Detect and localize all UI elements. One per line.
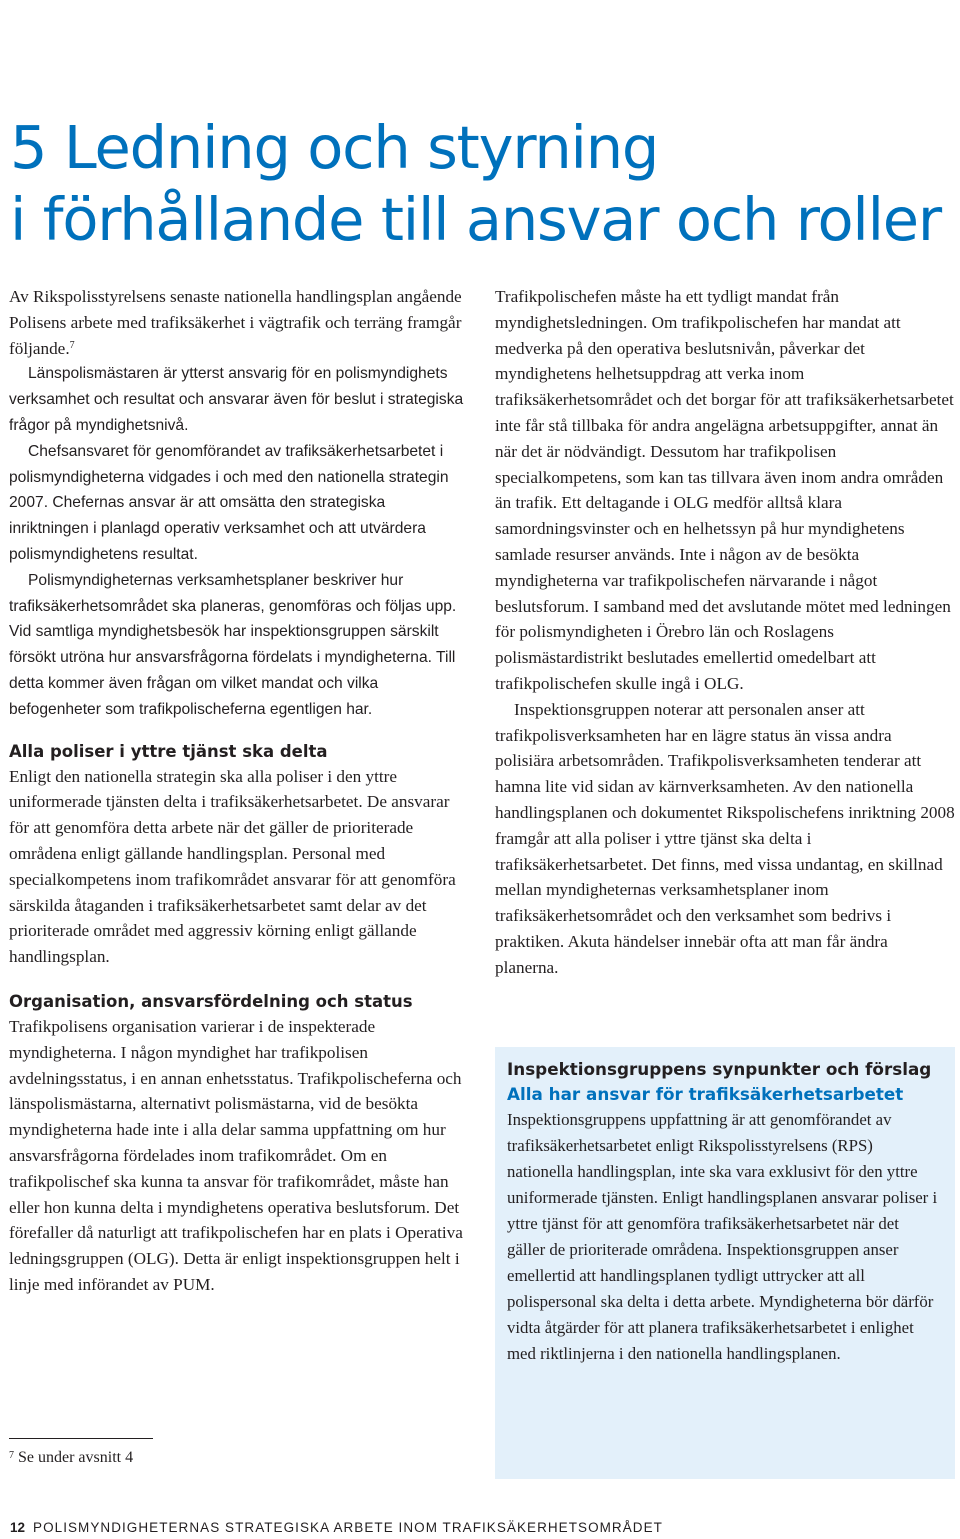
intro-paragraph-1: [9, 284, 464, 361]
right-paragraph-1: Trafikpolischefen måste ha ett tydligt mandat från myndighetsledningen. Om trafikpolischefen har mandat att medverka på den operativa beslutsnivån, påverkar det myndighetens helhetsuppdrag att verka inom trafiksäkerhetsområdet och det borgar för att trafiksäkerhetsarbetet inte får stå tillbaka för andra angelägna arbetsuppgifter, annat än när det är nödvändigt. Dessutom har trafikpolisen specialkompetens, som kan tas tillvara även inom andra områden än trafik. Ett deltagande i OLG medför alltså klara samordningsvinster och en helhetssyn på hur myndighetens samlade resurser används. Inte i någon av de besökta myndigheterna var trafikpolischefen närvarande i något beslutsforum. I samband med det avslutande mötet med ledningen för polismyndigheten i Örebro län och Roslagens polismästardistrikt beslutades emellertid omedelbart att trafikpolischefen skulle ingå i OLG.: [495, 287, 954, 693]
intro-paragraph-3: Chefsansvaret för genomförandet av trafiksäkerhetsarbetet i polismyndigheterna vidgades i och med den nationella strategin 2007. Chefernas ansvar är att omsätta den strategiska inriktningen i planlagd operativ verksamhet och att utvärdera polismyndighetens resultat.: [9, 442, 449, 563]
page-title: [10, 112, 950, 256]
section-organisation-paragraph: Trafikpolisens organisation varierar i de inspekterade myndigheterna. I någon myndighet har trafikpolisen avdelningsstatus, i en annan enhetsstatus. Trafikpolischeferna och länspolismästarna, alternativt polismästarna, vid de besökta myndigheterna hade inte i alla delar samma uppfattning om hur ansvarsfrågorna fördelades inom trafikområdet. Om en trafikpolischef ska kunna ta ansvar för trafikområdet, måste han eller hon kunna delta i myndighetens operativa beslutsforum. Det förefaller då naturligt att trafikpolischefen har en plats i Operativa ledningsgruppen (OLG). Detta är enligt inspektionsgruppen helt i linje med införandet av PUM.: [9, 1016, 463, 1294]
box-paragraph: Inspektionsgruppens uppfattning är att genomförandet av trafiksäkerhetsarbetet enligt Rikspolisstyrelsens (RPS) nationella handlingsplan, inte ska vara exklusivt för den yttre uniformerade tjänsten. Enligt handlingsplanen ansvarar poliser i yttre tjänst för att genomföra trafiksäkerhetsarbetet när det gäller de prioriterade områdena. Inspektionsgruppen anser emellertid att handlingsplanen tydligt uttrycker att all polispersonal ska delta i detta arbete. Myndigheterna bör därför vidta åtgärder för att planera trafiksäkerhetsarbetet i enlighet med riktlinjerna i den nationella handlingsplanen.: [507, 1110, 938, 1363]
intro-paragraph-1-text: Av Rikspolisstyrelsens senaste nationella handlingsplan angående Polisens arbete med trafiksäkerhet i vägtrafik och terräng framgår följande.: [9, 287, 462, 358]
section-all-police-paragraph: Enligt den nationella strategin ska alla poliser i den yttre uniformerade tjänsten delta i trafiksäkerhetsarbetet. De ansvarar för att genomföra detta arbete när det gäller de prioriterade områdena enligt gällande handlingsplan. Personal med specialkompetens inom trafikområdet ansvarar för att genomföra särskilda åtaganden i trafiksäkerhetsarbetet samt delar av det prioriterade området med aggressiv körning enligt gällande handlingsplan.: [9, 766, 456, 967]
intro-paragraph-4: Polismyndigheternas verksamhetsplaner beskriver hur trafiksäkerhetsområdet ska planeras, genomföras och följas upp. Vid samtliga myndighetsbesök har inspektionsgruppen särskilt försökt utröna hur ansvarsfrågorna fördelats i myndigheterna. Till detta kommer även frågan om vilket mandat och vilka befogenheter som trafikpolischeferna egentligen har.: [9, 571, 457, 718]
recommendation-box: [495, 1047, 955, 1479]
page-footer: [10, 1519, 663, 1537]
page-number: 12: [10, 1520, 26, 1535]
box-subheading: Alla har ansvar för trafiksäkerhetsarbetet: [507, 1084, 904, 1104]
right-paragraph-2: Inspektionsgruppen noterar att personalen anser att trafikpolisverksamheten har en lägre status än vissa andra polisiära arbetsområden. Trafikpolisverksamheten tenderar att hamna lite vid sidan av kärnverksamheten. Av den nationella handlingsplanen och dokumentet Rikspolischefens inriktning 2008 framgår att alla poliser i yttre tjänst ska delta i trafiksäkerhetsarbetet. Det finns, med vissa undantag, en skillnad mellan myndigheternas verksamhetsplaner inom trafiksäkerhetsområdet och den verksamhet som bedrivs i praktiken. Akuta händelser innebär ofta att man får ändra planerna.: [495, 699, 955, 977]
section-heading-organisation: Organisation, ansvarsfördelning och status: [9, 991, 413, 1011]
left-column: [9, 284, 464, 1298]
box-heading: Inspektionsgruppens synpunkter och förslag: [507, 1059, 932, 1079]
footnote-divider: [9, 1438, 153, 1439]
footnote-reference: 7: [69, 339, 75, 351]
footnote: [9, 1446, 133, 1470]
intro-paragraph-2: Länspolismästaren är ytterst ansvarig för en polismyndighets verksamhet och resultat och ansvarar även för beslut i strategiska frågor på myndighetsnivå.: [9, 365, 464, 434]
page-title-line-1: 5 Ledning och styrning: [10, 113, 659, 182]
footnote-number: 7: [9, 1450, 14, 1461]
section-heading-all-police: Alla poliser i yttre tjänst ska delta: [9, 741, 328, 761]
footnote-text: Se under avsnitt 4: [18, 1449, 134, 1466]
running-title: POLISMYNDIGHETERNAS STRATEGISKA ARBETE INOM TRAFIKSÄKERHETSOMRÅDET: [33, 1520, 663, 1535]
right-column: [495, 284, 955, 981]
page-title-line-2: i förhållande till ansvar och roller: [10, 185, 941, 254]
